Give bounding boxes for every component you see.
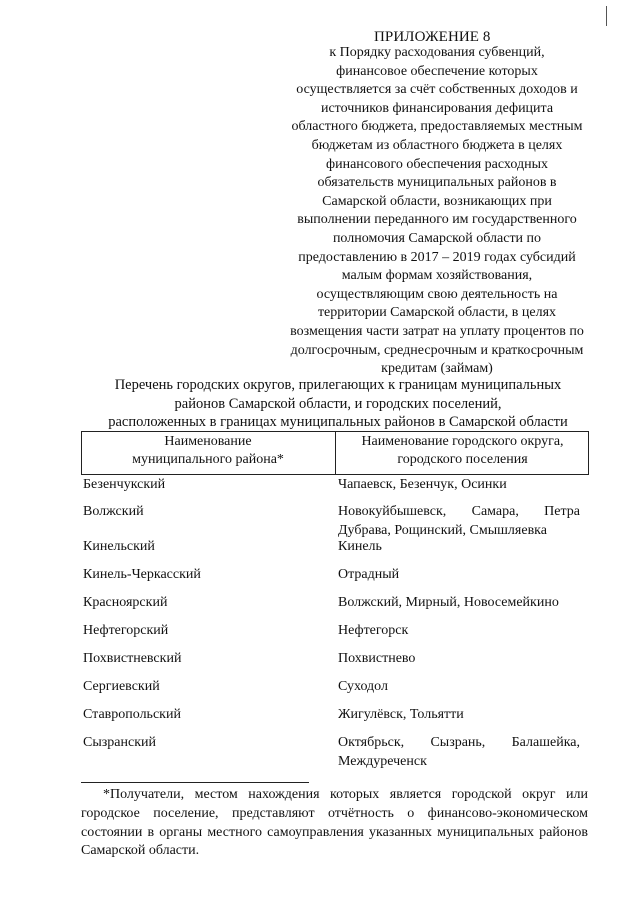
district-name: Ставропольский bbox=[83, 707, 181, 722]
scan-mark bbox=[606, 6, 607, 26]
footnote-separator bbox=[81, 782, 309, 783]
appendix-line: малым формам хозяйствования, bbox=[341, 268, 533, 284]
city-list: Суходол bbox=[338, 679, 388, 694]
appendix-line: областного бюджета, предоставляемых местным bbox=[291, 119, 583, 135]
appendix-line: выполнении переданного им государственного bbox=[297, 212, 577, 228]
district-name: Похвистневский bbox=[83, 651, 182, 666]
column-header-line: муниципального района* bbox=[132, 452, 284, 467]
district-name: Волжский bbox=[83, 504, 144, 519]
column-header-line: Наименование bbox=[164, 434, 252, 449]
heading-line: расположенных в границах муниципальных районов в Самарской области bbox=[108, 414, 568, 430]
appendix-line: Самарской области, возникающих при bbox=[322, 193, 552, 209]
city-list: Волжский, Мирный, Новосемейкино bbox=[338, 595, 559, 610]
appendix-line: обязательств муниципальных районов в bbox=[317, 175, 557, 191]
appendix-line: бюджетам из областного бюджета в целях bbox=[311, 137, 563, 153]
appendix-line: кредитам (займам) bbox=[381, 361, 493, 377]
city-list: Нефтегорск bbox=[338, 623, 409, 638]
district-name: Безенчукский bbox=[83, 477, 166, 492]
appendix-line: предоставлению в 2017 – 2019 годах субсидий bbox=[298, 249, 576, 265]
city-list: Отрадный bbox=[338, 567, 400, 582]
appendix-line: финансового обеспечения расходных bbox=[326, 156, 548, 172]
city-list: Кинель bbox=[338, 539, 382, 554]
heading-line: Перечень городских округов, прилегающих к границам муниципальных bbox=[114, 377, 562, 393]
appendix-line: осуществляющим свою деятельность на bbox=[316, 286, 558, 302]
appendix-line: полномочия Самарской области по bbox=[332, 230, 542, 246]
city-list: Новокуйбышевск, Самара, Петра Дубрава, Рощинский, Смышляевка bbox=[338, 504, 580, 538]
appendix-line: источников финансирования дефицита bbox=[320, 100, 554, 116]
appendix-line: финансовое обеспечение которых bbox=[336, 63, 538, 79]
city-list: Октябрьск, Сызрань, Балашейка, Междуреченск bbox=[338, 735, 580, 769]
column-header-district bbox=[81, 433, 335, 469]
appendix-reference bbox=[262, 44, 612, 379]
appendix-line: осуществляется за счёт собственных доходов и bbox=[296, 82, 578, 98]
district-name: Сергиевский bbox=[83, 679, 160, 694]
column-header-city bbox=[336, 433, 589, 469]
appendix-line: долгосрочным, среднесрочным и краткосрочным bbox=[290, 342, 584, 358]
appendix-title: ПРИЛОЖЕНИЕ 8 bbox=[374, 29, 491, 45]
district-name: Красноярский bbox=[83, 595, 168, 610]
city-list: Чапаевск, Безенчук, Осинки bbox=[338, 477, 507, 492]
district-name: Кинель-Черкасский bbox=[83, 567, 201, 582]
district-name: Сызранский bbox=[83, 735, 156, 750]
column-header-line: Наименование городского округа, bbox=[361, 434, 564, 449]
list-heading bbox=[78, 376, 598, 432]
district-name: Нефтегорский bbox=[83, 623, 169, 638]
city-list: Похвистнево bbox=[338, 651, 416, 666]
heading-line: районов Самарской области, и городских поселений, bbox=[174, 395, 502, 412]
appendix-line: территории Самарской области, в целях bbox=[317, 305, 557, 321]
appendix-line: к Порядку расходования субвенций, bbox=[329, 45, 545, 60]
city-list: Жигулёвск, Тольятти bbox=[338, 707, 464, 722]
district-name: Кинельский bbox=[83, 539, 155, 554]
column-header-line: городского поселения bbox=[397, 452, 528, 467]
footnote: *Получатели, местом нахождения которых является городской округ или городское поселение, представляют отчётность о финансово-экономическом состоянии в органы местного самоуправления указанных муниципальных районов Самарской области. bbox=[81, 787, 588, 859]
appendix-line: возмещения части затрат на уплату процентов по bbox=[290, 323, 584, 339]
